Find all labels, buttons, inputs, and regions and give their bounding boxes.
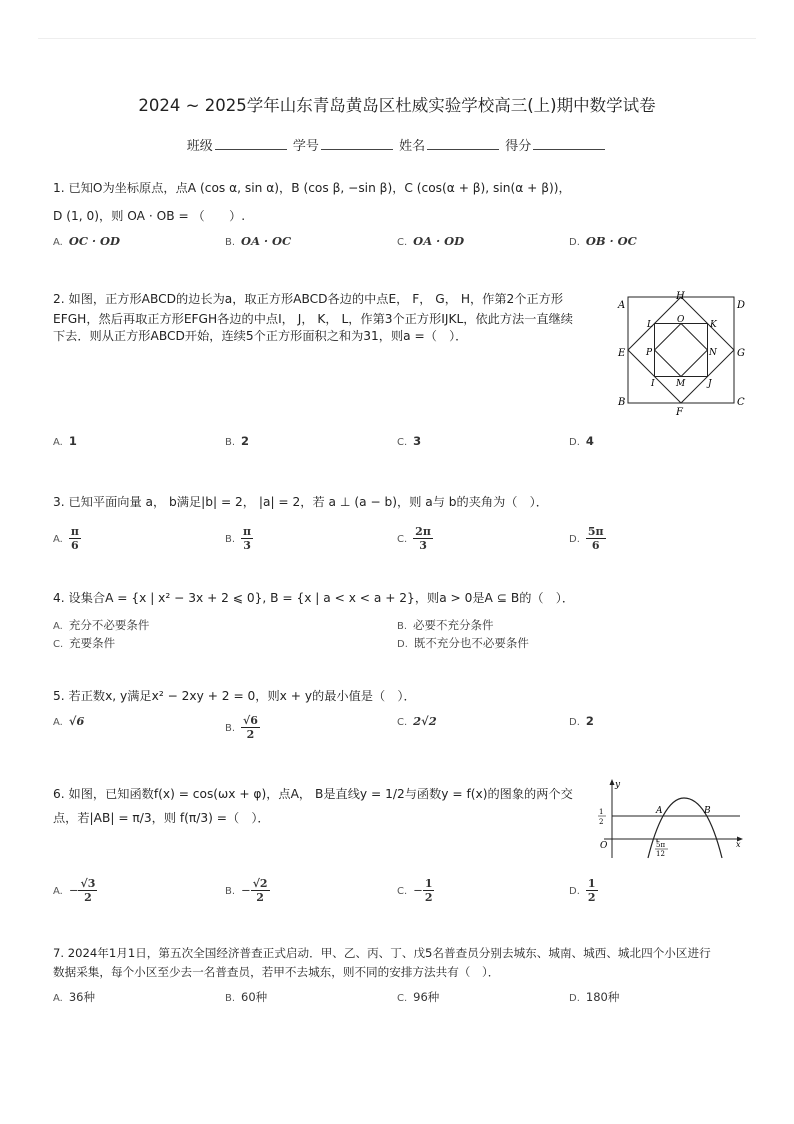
question-2-line-2: EFGH，然后再取正方形EFGH各边的中点I， J， K， L，作第3个正方形IJKL，依此方法一直继续 <box>53 312 573 326</box>
tick-denominator: 12 <box>656 850 665 858</box>
question-2-option-a[interactable]: A. 1 <box>53 434 77 448</box>
question-3-line-1: 3. 已知平面向量 a， b满足|b| = 2， |a| = 2，若 a ⊥ (a − b)，则 a与 b的夹角为（ ）． <box>53 495 548 509</box>
question-1-option-c[interactable]: C. OA · OD <box>397 234 465 248</box>
question-7-option-b[interactable]: B. 60种 <box>225 990 268 1004</box>
field-class: 班级 <box>186 139 213 154</box>
question-2-line-3: 下去．则从正方形ABCD开始，连续5个正方形面积之和为31，则a =（ ）． <box>53 329 468 343</box>
question-3-option-d[interactable]: D. $\frac{5\pi}{6}$ <box>569 525 604 552</box>
question-5-option-c[interactable]: C. 2√2 <box>397 714 437 728</box>
label-N: N <box>709 348 717 358</box>
question-1-line-2: D (1, 0)，则 OA · OB = （ ）. <box>53 209 246 223</box>
question-4-option-a[interactable]: A. 充分不必要条件 <box>53 618 150 632</box>
tick-numerator: 5π <box>656 841 666 849</box>
question-6-option-a[interactable]: A. − $\frac{√3}{2}$ <box>53 877 96 904</box>
cosine-graph-figure <box>590 776 746 860</box>
label-L: L <box>647 320 653 330</box>
question-6-option-b[interactable]: B. − $\frac{√2}{2}$ <box>225 877 268 904</box>
question-5-option-d[interactable]: D. 2 <box>569 714 594 728</box>
half-numerator: 1 <box>599 808 604 816</box>
field-number: 学号 <box>292 139 319 154</box>
half-denominator: 2 <box>599 818 604 826</box>
page-title: 2024 ~ 2025学年山东青岛黄岛区杜威实验学校高三(上)期中数学试卷 <box>138 96 656 115</box>
question-7-line-2: 数据采集，每个小区至少去一名普查员，若甲不去城东，则不同的安排方法共有（ ）． <box>53 965 500 979</box>
label-P: P <box>646 348 653 358</box>
blank-name[interactable] <box>427 137 499 150</box>
question-6-line-2: 点，若|AB| = π/3，则 f(π/3) =（ ）． <box>53 811 270 825</box>
top-rule <box>38 38 756 39</box>
label-D: D <box>737 300 746 311</box>
blank-class[interactable] <box>215 137 287 150</box>
label-G: G <box>737 348 745 359</box>
question-3-option-c[interactable]: C. $\frac{2\pi}{3}$ <box>397 525 431 552</box>
question-4-option-d[interactable]: D. 既不充分也不必要条件 <box>397 636 529 650</box>
field-score: 得分 <box>505 139 532 154</box>
question-7-option-c[interactable]: C. 96种 <box>397 990 440 1004</box>
question-5-option-b[interactable]: B. $\frac{√6}{2}$ <box>225 714 258 741</box>
label-E: E <box>618 348 626 359</box>
question-6-line-1: 6. 如图，已知函数f(x) = cos(ωx + φ)，点A， B是直线y = 1/2与函数y = f(x)的图象的两个交 <box>53 787 573 801</box>
question-2-option-b[interactable]: B. 2 <box>225 434 250 448</box>
label-K: K <box>710 320 717 330</box>
question-4-option-b[interactable]: B. 必要不充分条件 <box>397 618 494 632</box>
label-H: H <box>676 291 685 302</box>
point-B: B <box>704 806 711 816</box>
question-7-line-1: 7. 2024年1月1日，第五次全国经济普查正式启动．甲、乙、丙、丁、戊5名普查员分别去城东、城南、城西、城北四个小区进行 <box>53 946 711 960</box>
question-3-option-b[interactable]: B. $\frac{\pi}{3}$ <box>225 525 252 552</box>
question-4-option-c[interactable]: C. 充要条件 <box>53 636 116 650</box>
question-1-option-b[interactable]: B. OA · OC <box>225 234 292 248</box>
label-I: I <box>651 379 655 389</box>
label-A: A <box>618 300 626 311</box>
question-2-line-1: 2. 如图，正方形ABCD的边长为a，取正方形ABCD各边的中点E， F， G， H，作第2个正方形 <box>53 292 564 306</box>
label-O: O <box>677 315 685 325</box>
axis-x-label: x <box>736 840 741 849</box>
question-2-option-c[interactable]: C. 3 <box>397 434 422 448</box>
question-1-line-1: 1. 已知O为坐标原点，点A (cos α, sin α)，B (cos β, −sin β)，C (cos(α + β), sin(α + β))， <box>53 181 571 195</box>
blank-number[interactable] <box>321 137 393 150</box>
label-M: M <box>676 379 686 389</box>
label-C: C <box>737 397 745 408</box>
label-J: J <box>708 379 712 389</box>
axis-y-label: y <box>615 780 621 790</box>
blank-score[interactable] <box>533 137 605 150</box>
label-F: F <box>676 407 683 418</box>
point-A: A <box>656 806 663 816</box>
nested-squares-figure <box>614 288 750 418</box>
origin-O: O <box>600 841 608 851</box>
question-5-option-a[interactable]: A. √6 <box>53 714 85 728</box>
question-3-option-a[interactable]: A. $\frac{\pi}{6}$ <box>53 525 79 552</box>
question-7-option-a[interactable]: A. 36种 <box>53 990 95 1004</box>
question-1-option-d[interactable]: D. OB · OC <box>569 234 637 248</box>
question-4-line-1: 4. 设集合A = {x | x² − 3x + 2 ⩽ 0}, B = {x | a < x < a + 2}，则a > 0是A ⊆ B的（ ）． <box>53 591 575 605</box>
question-7-option-d[interactable]: D. 180种 <box>569 990 620 1004</box>
question-6-option-c[interactable]: C. − $\frac{1}{2}$ <box>397 877 433 904</box>
question-2-option-d[interactable]: D. 4 <box>569 434 594 448</box>
question-6-option-d[interactable]: D. $\frac{1}{2}$ <box>569 877 596 904</box>
question-5-line-1: 5. 若正数x, y满足x² − 2xy + 2 = 0，则x + y的最小值是（ ）． <box>53 689 416 703</box>
question-1-option-a[interactable]: A. OC · OD <box>53 234 121 248</box>
field-name: 姓名 <box>399 139 426 154</box>
label-B: B <box>618 397 626 408</box>
student-info-row <box>0 135 794 154</box>
